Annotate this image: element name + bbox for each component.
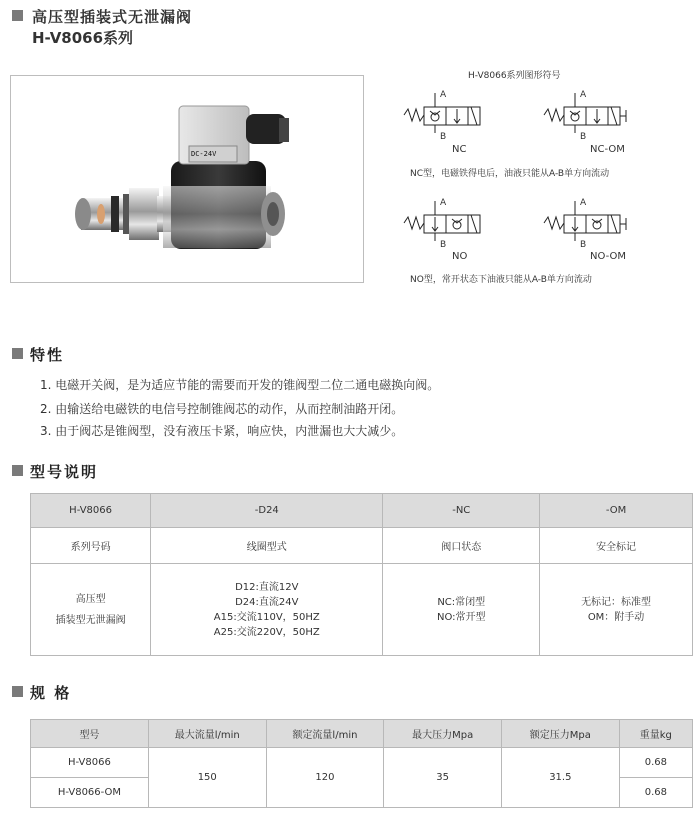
product-photo [10, 75, 364, 283]
noom-label: NO-OM [590, 251, 627, 262]
no-port-b: B [440, 240, 447, 250]
row-weight: 0.68 [619, 748, 692, 778]
spec-heading: 规 格 [30, 684, 72, 702]
no-port-a: A [440, 198, 447, 208]
desc-safety: 无标记：标准型 OM：附手动 [540, 564, 693, 656]
series-title: H-V8066系列 [32, 29, 134, 47]
max-flow-value: 150 [148, 748, 266, 808]
code-state: -NC [383, 494, 540, 528]
nc-description: NC型，电磁铁得电后，油液只能从A-B单方向流动 [410, 169, 610, 179]
code-coil: -D24 [151, 494, 383, 528]
col-model: 型号 [31, 720, 149, 748]
desc-coil: D12:直流12V D24:直流24V A15:交流110V，50HZ A25:交流220V，50HZ [151, 564, 383, 656]
spec-table [30, 719, 693, 808]
ncom-port-a: A [580, 90, 587, 100]
name-safety: 安全标记 [540, 528, 693, 564]
col-rated-pressure: 额定压力Mpa [501, 720, 619, 748]
hydraulic-symbols [400, 85, 690, 285]
col-weight: 重量kg [619, 720, 692, 748]
max-pressure-value: 35 [384, 748, 502, 808]
name-state: 阀口状态 [383, 528, 540, 564]
noom-port-b: B [580, 240, 587, 250]
desc-state: NC:常闭型 NO:常开型 [383, 564, 540, 656]
coil-label: DC-24V [191, 150, 217, 158]
noom-port-a: A [580, 198, 587, 208]
title-square-icon [12, 10, 23, 21]
ncom-label: NC-OM [590, 144, 625, 155]
row-weight: 0.68 [619, 778, 692, 808]
rated-pressure-value: 31.5 [501, 748, 619, 808]
valve-illustration [11, 76, 363, 282]
ncom-port-b: B [580, 132, 587, 142]
name-coil: 线圈型式 [151, 528, 383, 564]
name-series: 系列号码 [31, 528, 151, 564]
feature-item: 1. 电磁开关阀，是为适应节能的需要而开发的锥阀型二位二通电磁换向阀。 [40, 378, 440, 392]
features-heading: 特性 [30, 346, 65, 364]
feature-item: 3. 由于阀芯是锥阀型，没有液压卡紧，响应快，内泄漏也大大减少。 [40, 424, 404, 438]
spec-square-icon [12, 686, 23, 697]
feature-item: 2. 由输送给电磁铁的电信号控制锥阀芯的动作，从而控制油路开闭。 [40, 402, 404, 416]
col-rated-flow: 额定流量l/min [266, 720, 384, 748]
model-table [30, 493, 693, 656]
no-description: NO型，常开状态下油液只能从A-B单方向流动 [410, 275, 592, 285]
model-square-icon [12, 465, 23, 476]
symbols-title: H-V8066系列图形符号 [468, 71, 561, 81]
row-model: H-V8066 [31, 748, 149, 778]
row-model: H-V8066-OM [31, 778, 149, 808]
nc-label: NC [452, 144, 467, 155]
code-safety: -OM [540, 494, 693, 528]
col-max-flow: 最大流量l/min [148, 720, 266, 748]
page-title: 高压型插装式无泄漏阀 [32, 8, 193, 26]
features-square-icon [12, 348, 23, 359]
rated-flow-value: 120 [266, 748, 384, 808]
model-heading: 型号说明 [30, 463, 99, 481]
desc-series: 高压型 插装型无泄漏阀 [31, 564, 151, 656]
no-label: NO [452, 251, 468, 262]
nc-port-a: A [440, 90, 447, 100]
col-max-pressure: 最大压力Mpa [384, 720, 502, 748]
nc-port-b: B [440, 132, 447, 142]
code-series: H-V8066 [31, 494, 151, 528]
